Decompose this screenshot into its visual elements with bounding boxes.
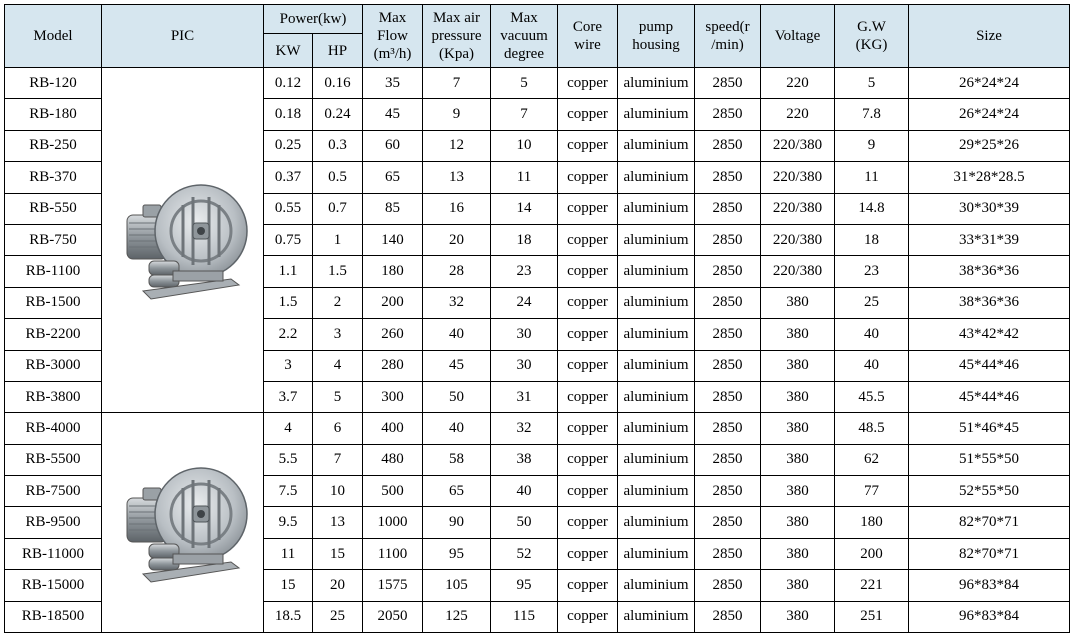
- cell-kw: 0.37: [264, 162, 313, 193]
- cell-size: 29*25*26: [909, 130, 1070, 161]
- cell-kw: 1.1: [264, 256, 313, 287]
- cell-flow: 200: [363, 287, 423, 318]
- cell-speed: 2850: [695, 224, 761, 255]
- cell-vacuum: 52: [491, 538, 558, 569]
- cell-gw: 7.8: [835, 99, 909, 130]
- cell-gw: 45.5: [835, 381, 909, 412]
- cell-vacuum: 24: [491, 287, 558, 318]
- cell-voltage: 220: [761, 68, 835, 99]
- header-max-vac-line1: Max: [510, 10, 538, 26]
- cell-speed: 2850: [695, 381, 761, 412]
- cell-gw: 14.8: [835, 193, 909, 224]
- cell-housing: aluminium: [618, 162, 695, 193]
- cell-vacuum: 7: [491, 99, 558, 130]
- cell-size: 43*42*42: [909, 319, 1070, 350]
- header-core-wire: [558, 5, 618, 68]
- header-max-flow-line3: (m³/h): [373, 46, 412, 62]
- cell-core: copper: [558, 162, 618, 193]
- cell-core: copper: [558, 68, 618, 99]
- cell-vacuum: 11: [491, 162, 558, 193]
- cell-speed: 2850: [695, 413, 761, 444]
- cell-hp: 1: [313, 224, 363, 255]
- cell-vacuum: 10: [491, 130, 558, 161]
- cell-hp: 0.7: [313, 193, 363, 224]
- cell-core: copper: [558, 319, 618, 350]
- cell-model: RB-750: [5, 224, 102, 255]
- cell-hp: 2: [313, 287, 363, 318]
- cell-hp: 3: [313, 319, 363, 350]
- cell-housing: aluminium: [618, 570, 695, 601]
- cell-size: 45*44*46: [909, 350, 1070, 381]
- cell-speed: 2850: [695, 162, 761, 193]
- cell-vacuum: 50: [491, 507, 558, 538]
- cell-speed: 2850: [695, 193, 761, 224]
- cell-model: RB-3800: [5, 381, 102, 412]
- cell-housing: aluminium: [618, 99, 695, 130]
- table-row: [5, 68, 1070, 99]
- cell-flow: 60: [363, 130, 423, 161]
- cell-size: 33*31*39: [909, 224, 1070, 255]
- cell-voltage: 380: [761, 538, 835, 569]
- cell-housing: aluminium: [618, 130, 695, 161]
- cell-hp: 7: [313, 444, 363, 475]
- cell-pressure: 105: [423, 570, 491, 601]
- cell-kw: 3: [264, 350, 313, 381]
- cell-model: RB-11000: [5, 538, 102, 569]
- header-pic: PIC: [102, 5, 264, 68]
- cell-speed: 2850: [695, 256, 761, 287]
- cell-flow: 140: [363, 224, 423, 255]
- cell-core: copper: [558, 350, 618, 381]
- cell-size: 26*24*24: [909, 99, 1070, 130]
- cell-housing: aluminium: [618, 444, 695, 475]
- cell-core: copper: [558, 193, 618, 224]
- cell-model: RB-5500: [5, 444, 102, 475]
- header-pump-line2: housing: [632, 37, 680, 53]
- header-speed: [695, 5, 761, 68]
- cell-core: copper: [558, 99, 618, 130]
- cell-kw: 4: [264, 413, 313, 444]
- cell-flow: 300: [363, 381, 423, 412]
- cell-model: RB-1100: [5, 256, 102, 287]
- cell-voltage: 380: [761, 476, 835, 507]
- cell-kw: 5.5: [264, 444, 313, 475]
- cell-model: RB-180: [5, 99, 102, 130]
- cell-voltage: 380: [761, 570, 835, 601]
- ring-blower-spec-table: [4, 4, 1070, 633]
- cell-hp: 10: [313, 476, 363, 507]
- ring-blower-small-image: [102, 68, 264, 413]
- header-gw: [835, 5, 909, 68]
- cell-speed: 2850: [695, 350, 761, 381]
- cell-size: 38*36*36: [909, 256, 1070, 287]
- cell-pressure: 65: [423, 476, 491, 507]
- cell-vacuum: 30: [491, 319, 558, 350]
- cell-core: copper: [558, 570, 618, 601]
- cell-size: 96*83*84: [909, 570, 1070, 601]
- header-max-vac-line3: degree: [504, 46, 544, 62]
- cell-housing: aluminium: [618, 350, 695, 381]
- cell-pressure: 50: [423, 381, 491, 412]
- cell-model: RB-4000: [5, 413, 102, 444]
- cell-gw: 5: [835, 68, 909, 99]
- header-model: Model: [5, 5, 102, 68]
- cell-flow: 480: [363, 444, 423, 475]
- cell-size: 31*28*28.5: [909, 162, 1070, 193]
- spec-table-container: [4, 4, 1070, 633]
- cell-housing: aluminium: [618, 601, 695, 632]
- cell-core: copper: [558, 538, 618, 569]
- cell-vacuum: 95: [491, 570, 558, 601]
- cell-pressure: 28: [423, 256, 491, 287]
- cell-kw: 0.75: [264, 224, 313, 255]
- cell-gw: 77: [835, 476, 909, 507]
- cell-vacuum: 23: [491, 256, 558, 287]
- cell-flow: 260: [363, 319, 423, 350]
- header-speed-line2: /min): [711, 37, 744, 53]
- cell-speed: 2850: [695, 538, 761, 569]
- cell-core: copper: [558, 476, 618, 507]
- cell-pressure: 16: [423, 193, 491, 224]
- cell-flow: 1000: [363, 507, 423, 538]
- cell-voltage: 220/380: [761, 130, 835, 161]
- cell-speed: 2850: [695, 476, 761, 507]
- header-max-air-line1: Max air: [432, 10, 481, 26]
- cell-pressure: 7: [423, 68, 491, 99]
- cell-kw: 9.5: [264, 507, 313, 538]
- header-kw: KW: [264, 34, 313, 68]
- cell-housing: aluminium: [618, 68, 695, 99]
- cell-flow: 1100: [363, 538, 423, 569]
- cell-vacuum: 40: [491, 476, 558, 507]
- cell-housing: aluminium: [618, 319, 695, 350]
- cell-gw: 40: [835, 319, 909, 350]
- cell-gw: 62: [835, 444, 909, 475]
- cell-flow: 2050: [363, 601, 423, 632]
- cell-core: copper: [558, 413, 618, 444]
- cell-size: 96*83*84: [909, 601, 1070, 632]
- cell-pressure: 125: [423, 601, 491, 632]
- cell-hp: 1.5: [313, 256, 363, 287]
- cell-housing: aluminium: [618, 224, 695, 255]
- cell-size: 52*55*50: [909, 476, 1070, 507]
- cell-hp: 25: [313, 601, 363, 632]
- header-size: Size: [909, 5, 1070, 68]
- cell-kw: 0.18: [264, 99, 313, 130]
- cell-voltage: 380: [761, 444, 835, 475]
- cell-hp: 15: [313, 538, 363, 569]
- cell-voltage: 220/380: [761, 224, 835, 255]
- header-max-flow-line1: Max: [378, 10, 407, 26]
- cell-speed: 2850: [695, 99, 761, 130]
- cell-size: 26*24*24: [909, 68, 1070, 99]
- cell-model: RB-550: [5, 193, 102, 224]
- cell-size: 51*55*50: [909, 444, 1070, 475]
- cell-gw: 23: [835, 256, 909, 287]
- header-gw-line2: (KG): [855, 37, 888, 53]
- cell-kw: 18.5: [264, 601, 313, 632]
- cell-housing: aluminium: [618, 256, 695, 287]
- cell-gw: 48.5: [835, 413, 909, 444]
- cell-voltage: 220/380: [761, 193, 835, 224]
- cell-size: 45*44*46: [909, 381, 1070, 412]
- cell-size: 82*70*71: [909, 507, 1070, 538]
- cell-pressure: 13: [423, 162, 491, 193]
- cell-model: RB-2200: [5, 319, 102, 350]
- header-max-air-pressure: [423, 5, 491, 68]
- cell-hp: 13: [313, 507, 363, 538]
- header-max-air-line3: (Kpa): [439, 46, 474, 62]
- cell-size: 51*46*45: [909, 413, 1070, 444]
- cell-flow: 65: [363, 162, 423, 193]
- header-core-line2: wire: [574, 37, 601, 53]
- cell-flow: 500: [363, 476, 423, 507]
- cell-core: copper: [558, 507, 618, 538]
- ring-blower-large-image: [102, 413, 264, 633]
- cell-kw: 0.25: [264, 130, 313, 161]
- cell-gw: 25: [835, 287, 909, 318]
- cell-flow: 45: [363, 99, 423, 130]
- cell-kw: 3.7: [264, 381, 313, 412]
- header-gw-line1: G.W: [857, 19, 886, 35]
- cell-voltage: 380: [761, 287, 835, 318]
- cell-hp: 5: [313, 381, 363, 412]
- cell-flow: 35: [363, 68, 423, 99]
- spec-table-body: [5, 68, 1070, 633]
- cell-voltage: 220/380: [761, 256, 835, 287]
- cell-pressure: 45: [423, 350, 491, 381]
- cell-model: RB-9500: [5, 507, 102, 538]
- cell-hp: 0.5: [313, 162, 363, 193]
- cell-hp: 4: [313, 350, 363, 381]
- cell-size: 38*36*36: [909, 287, 1070, 318]
- cell-housing: aluminium: [618, 381, 695, 412]
- cell-voltage: 380: [761, 319, 835, 350]
- header-max-flow: [363, 5, 423, 68]
- cell-voltage: 220/380: [761, 162, 835, 193]
- cell-speed: 2850: [695, 319, 761, 350]
- cell-pressure: 20: [423, 224, 491, 255]
- cell-gw: 251: [835, 601, 909, 632]
- cell-core: copper: [558, 381, 618, 412]
- table-row: [5, 413, 1070, 444]
- cell-hp: 0.3: [313, 130, 363, 161]
- cell-gw: 9: [835, 130, 909, 161]
- header-voltage: Voltage: [761, 5, 835, 68]
- cell-housing: aluminium: [618, 507, 695, 538]
- header-pump-housing: [618, 5, 695, 68]
- cell-hp: 20: [313, 570, 363, 601]
- cell-housing: aluminium: [618, 538, 695, 569]
- cell-model: RB-15000: [5, 570, 102, 601]
- cell-vacuum: 115: [491, 601, 558, 632]
- cell-voltage: 220: [761, 99, 835, 130]
- cell-flow: 85: [363, 193, 423, 224]
- cell-core: copper: [558, 601, 618, 632]
- cell-gw: 180: [835, 507, 909, 538]
- cell-pressure: 9: [423, 99, 491, 130]
- cell-flow: 180: [363, 256, 423, 287]
- header-max-flow-line2: Flow: [377, 28, 408, 44]
- cell-model: RB-1500: [5, 287, 102, 318]
- cell-kw: 11: [264, 538, 313, 569]
- cell-kw: 7.5: [264, 476, 313, 507]
- cell-pressure: 40: [423, 319, 491, 350]
- cell-kw: 2.2: [264, 319, 313, 350]
- cell-housing: aluminium: [618, 287, 695, 318]
- cell-core: copper: [558, 130, 618, 161]
- header-power: Power(kw): [264, 5, 363, 34]
- cell-voltage: 380: [761, 381, 835, 412]
- cell-flow: 400: [363, 413, 423, 444]
- cell-size: 82*70*71: [909, 538, 1070, 569]
- cell-hp: 6: [313, 413, 363, 444]
- cell-model: RB-18500: [5, 601, 102, 632]
- cell-model: RB-120: [5, 68, 102, 99]
- cell-size: 30*30*39: [909, 193, 1070, 224]
- cell-housing: aluminium: [618, 193, 695, 224]
- cell-voltage: 380: [761, 507, 835, 538]
- cell-core: copper: [558, 224, 618, 255]
- cell-kw: 0.12: [264, 68, 313, 99]
- cell-core: copper: [558, 287, 618, 318]
- cell-speed: 2850: [695, 68, 761, 99]
- cell-gw: 11: [835, 162, 909, 193]
- cell-kw: 0.55: [264, 193, 313, 224]
- cell-housing: aluminium: [618, 476, 695, 507]
- cell-gw: 40: [835, 350, 909, 381]
- cell-model: RB-250: [5, 130, 102, 161]
- cell-speed: 2850: [695, 444, 761, 475]
- header-hp: HP: [313, 34, 363, 68]
- cell-pressure: 32: [423, 287, 491, 318]
- cell-voltage: 380: [761, 413, 835, 444]
- header-speed-line1: speed(r: [705, 19, 750, 35]
- cell-hp: 0.16: [313, 68, 363, 99]
- cell-housing: aluminium: [618, 413, 695, 444]
- cell-vacuum: 31: [491, 381, 558, 412]
- cell-core: copper: [558, 256, 618, 287]
- cell-model: RB-370: [5, 162, 102, 193]
- cell-flow: 280: [363, 350, 423, 381]
- cell-vacuum: 30: [491, 350, 558, 381]
- cell-pressure: 90: [423, 507, 491, 538]
- cell-kw: 15: [264, 570, 313, 601]
- header-max-vacuum: [491, 5, 558, 68]
- cell-vacuum: 18: [491, 224, 558, 255]
- header-max-vac-line2: vacuum: [500, 28, 548, 44]
- cell-model: RB-7500: [5, 476, 102, 507]
- cell-core: copper: [558, 444, 618, 475]
- header-pump-line1: pump: [638, 19, 674, 35]
- cell-pressure: 95: [423, 538, 491, 569]
- cell-model: RB-3000: [5, 350, 102, 381]
- header-core-line1: Core: [572, 19, 603, 35]
- cell-vacuum: 14: [491, 193, 558, 224]
- cell-speed: 2850: [695, 601, 761, 632]
- cell-pressure: 58: [423, 444, 491, 475]
- cell-pressure: 40: [423, 413, 491, 444]
- cell-speed: 2850: [695, 570, 761, 601]
- cell-pressure: 12: [423, 130, 491, 161]
- cell-voltage: 380: [761, 350, 835, 381]
- cell-kw: 1.5: [264, 287, 313, 318]
- cell-gw: 221: [835, 570, 909, 601]
- cell-voltage: 380: [761, 601, 835, 632]
- cell-speed: 2850: [695, 130, 761, 161]
- cell-hp: 0.24: [313, 99, 363, 130]
- cell-gw: 18: [835, 224, 909, 255]
- cell-flow: 1575: [363, 570, 423, 601]
- cell-speed: 2850: [695, 507, 761, 538]
- cell-speed: 2850: [695, 287, 761, 318]
- cell-vacuum: 5: [491, 68, 558, 99]
- cell-vacuum: 32: [491, 413, 558, 444]
- cell-vacuum: 38: [491, 444, 558, 475]
- header-max-air-line2: pressure: [431, 28, 482, 44]
- cell-gw: 200: [835, 538, 909, 569]
